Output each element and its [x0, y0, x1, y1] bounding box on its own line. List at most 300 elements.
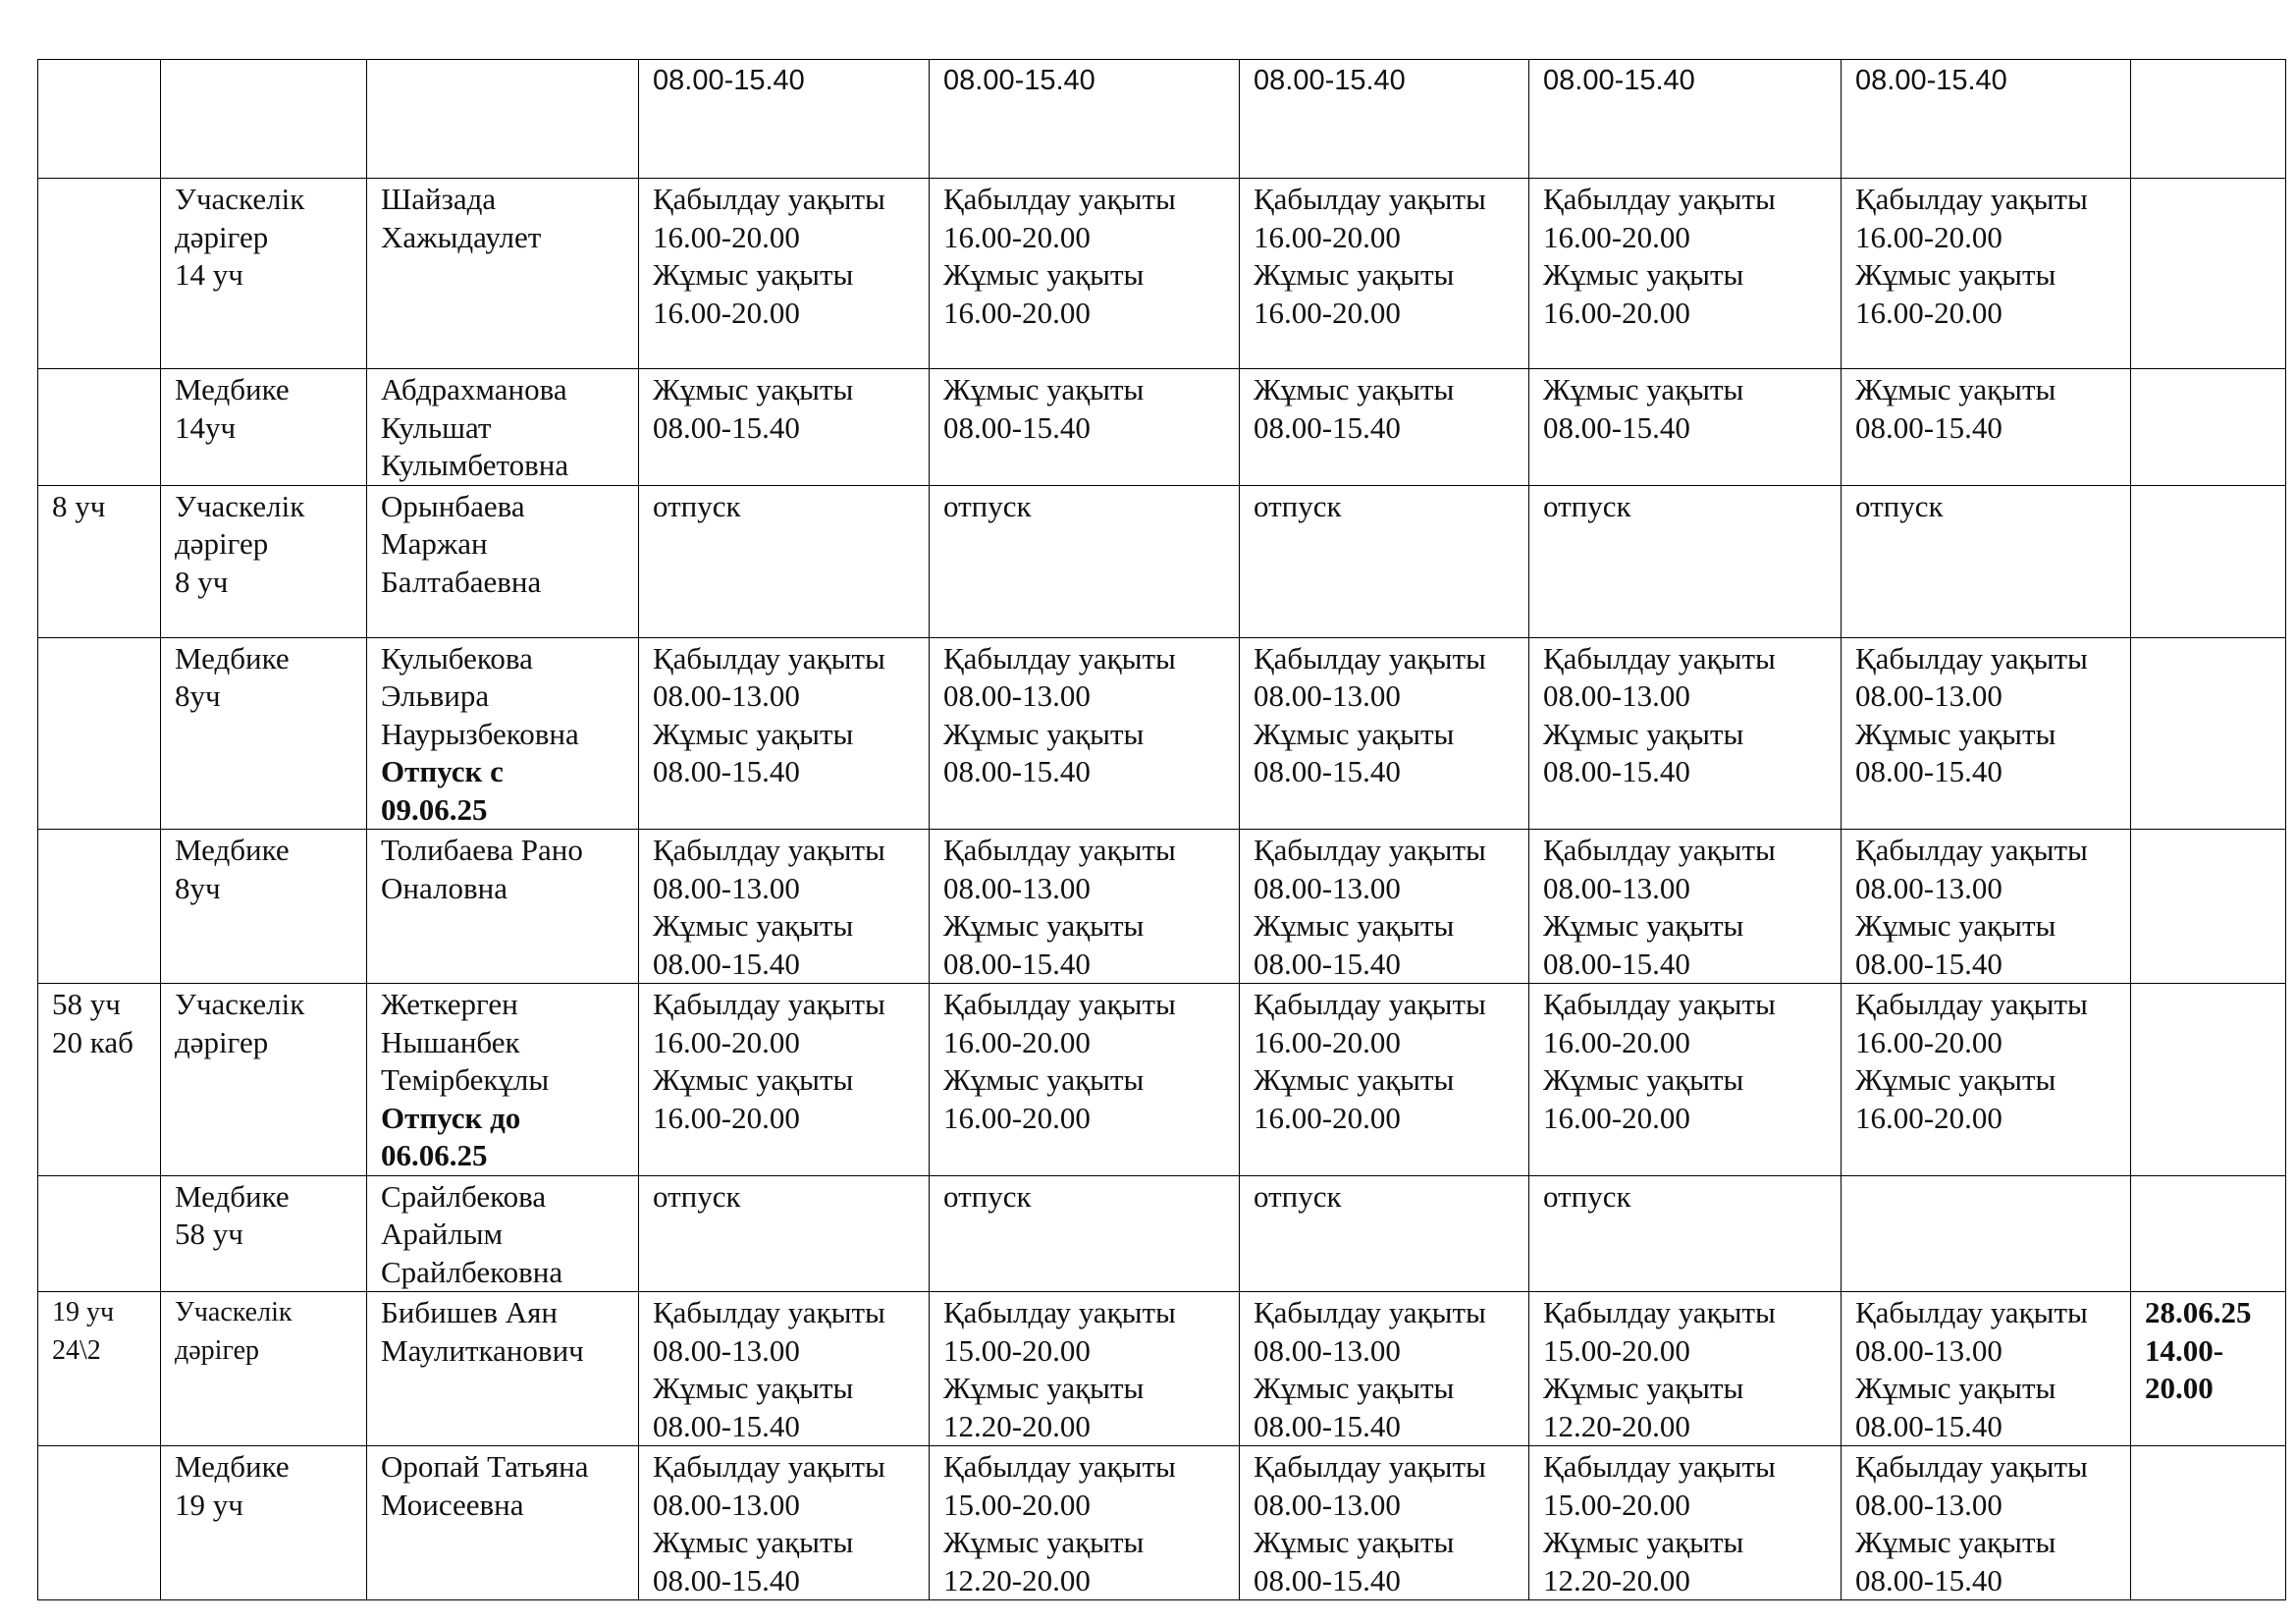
cell-line: 16.00-20.00 — [1855, 219, 2002, 254]
cell-line: Наурызбековна — [381, 716, 579, 751]
cell-line: отпуск — [1543, 488, 1631, 523]
cell-line: Учаскелік — [175, 182, 305, 216]
role-cell — [161, 60, 367, 179]
cell-line: 16.00-20.00 — [1254, 295, 1401, 330]
cell-line: 19 уч — [175, 1487, 243, 1522]
cell-line: Жұмыс уақыты — [1543, 716, 1744, 751]
name-cell — [367, 1175, 639, 1292]
day-1-cell — [639, 1446, 930, 1600]
day-5-cell — [1842, 984, 2131, 1176]
cell-line: Жұмыс уақыты — [1855, 1525, 2056, 1559]
role-cell — [161, 1292, 367, 1446]
day-1-cell — [639, 179, 930, 369]
day-4-cell — [1529, 369, 1842, 486]
cell-line: 16.00-20.00 — [943, 1024, 1091, 1059]
cell-line: дәрігер — [175, 219, 269, 254]
day-2-cell — [930, 1292, 1240, 1446]
cell-line: Қабылдау уақыты — [653, 833, 885, 867]
cell-line: 16.00-20.00 — [1254, 1024, 1401, 1059]
table-row — [38, 830, 2286, 984]
cell-line: 08.00-13.00 — [1543, 870, 1690, 905]
cell-line: 24\2 — [52, 1334, 101, 1366]
cell-line: 08.00-15.40 — [1254, 409, 1401, 445]
cell-line: Жұмыс уақыты — [943, 908, 1145, 943]
cell-line: дәрігер — [175, 1024, 269, 1059]
table-row — [38, 60, 2286, 179]
name-cell — [367, 60, 639, 179]
cell-line: Қабылдау уақыты — [1543, 182, 1776, 216]
cell-line: Медбике — [175, 1178, 290, 1214]
cell-line: Қабылдау уақыты — [653, 640, 885, 676]
cell-line: 08.00-13.00 — [653, 678, 800, 713]
cell-line: дәрігер — [175, 526, 269, 561]
cell-line: Шайзада — [381, 182, 497, 216]
cell-line: Жұмыс уақыты — [1855, 372, 2056, 406]
cell-line: 09.06.25 — [381, 791, 488, 827]
cell-line: 08.00-13.00 — [1543, 678, 1690, 713]
cell-line: Жұмыс уақыты — [1543, 1525, 1744, 1559]
cell-line: Жұмыс уақыты — [1543, 257, 1744, 292]
role-cell — [161, 984, 367, 1176]
cell-line: Жұмыс уақыты — [1855, 257, 2056, 292]
cell-line: 08.00-15.40 — [943, 409, 1091, 445]
day-5-cell — [1842, 60, 2131, 179]
cell-line: Қабылдау уақыты — [1254, 182, 1486, 216]
extra-cell — [2131, 984, 2286, 1176]
cell-line: 28.06.25 — [2145, 1295, 2252, 1329]
site-cell — [38, 984, 161, 1176]
day-3-cell — [1240, 830, 1529, 984]
cell-line: 08.00-15.40 — [1254, 65, 1406, 96]
cell-line: 08.00-15.40 — [1855, 65, 2007, 96]
cell-line: Жұмыс уақыты — [943, 372, 1145, 406]
cell-line: Жұмыс уақыты — [1254, 372, 1455, 406]
cell-line: 58 уч — [52, 987, 121, 1021]
cell-line: Бибишев Аян — [381, 1295, 559, 1329]
day-3-cell — [1240, 637, 1529, 830]
day-4-cell — [1529, 984, 1842, 1176]
cell-line: Қабылдау уақыты — [1254, 833, 1486, 867]
cell-line: Толибаева Рано — [381, 833, 583, 867]
cell-line: отпуск — [943, 488, 1032, 523]
cell-line: 15.00-20.00 — [1543, 1332, 1690, 1368]
cell-line: 08.00-13.00 — [653, 1332, 800, 1368]
cell-line: Қабылдау уақыты — [1543, 1295, 1776, 1329]
role-cell — [161, 369, 367, 486]
extra-cell — [2131, 1446, 2286, 1600]
day-5-cell — [1842, 1292, 2131, 1446]
cell-line: Қабылдау уақыты — [1855, 182, 2088, 216]
cell-line: Қабылдау уақыты — [653, 182, 885, 216]
cell-line: Қабылдау уақыты — [943, 182, 1176, 216]
cell-line: 16.00-20.00 — [1543, 1100, 1690, 1135]
cell-line: 16.00-20.00 — [653, 219, 800, 254]
name-cell — [367, 485, 639, 637]
cell-line: 08.00-15.40 — [1254, 754, 1401, 788]
cell-line: 08.00-15.40 — [1855, 409, 2002, 445]
cell-line: 15.00-20.00 — [1543, 1487, 1690, 1522]
cell-line: 08.00-15.40 — [1855, 1408, 2002, 1443]
cell-line: 16.00-20.00 — [943, 1100, 1091, 1135]
cell-line: 08.00-13.00 — [653, 870, 800, 905]
extra-cell — [2131, 485, 2286, 637]
day-5-cell — [1842, 830, 2131, 984]
day-3-cell — [1240, 1292, 1529, 1446]
cell-line: Жұмыс уақыты — [653, 1371, 854, 1405]
cell-line: Жұмыс уақыты — [943, 1371, 1145, 1405]
cell-line: отпуск — [653, 1178, 741, 1214]
day-2-cell — [930, 637, 1240, 830]
cell-line: Жұмыс уақыты — [943, 1062, 1145, 1097]
day-1-cell — [639, 485, 930, 637]
cell-line: Моисеевна — [381, 1487, 524, 1522]
cell-line: Жұмыс уақыты — [1855, 908, 2056, 943]
day-5-cell — [1842, 179, 2131, 369]
role-cell — [161, 1175, 367, 1292]
day-3-cell — [1240, 1175, 1529, 1292]
role-cell — [161, 830, 367, 984]
cell-line: 16.00-20.00 — [653, 1100, 800, 1135]
cell-line: 08.00-15.40 — [1543, 754, 1690, 788]
day-2-cell — [930, 369, 1240, 486]
cell-line: 08.00-13.00 — [943, 870, 1091, 905]
cell-line: Кулыбекова — [381, 640, 533, 676]
cell-line: 08.00-15.40 — [1543, 65, 1695, 96]
cell-line: 06.06.25 — [381, 1138, 488, 1172]
cell-line: Жұмыс уақыты — [1855, 1062, 2056, 1097]
cell-line: 20.00 — [2145, 1371, 2214, 1405]
cell-line: Жұмыс уақыты — [1543, 372, 1744, 406]
cell-line: 16.00-20.00 — [1254, 1100, 1401, 1135]
cell-line: 8 уч — [175, 564, 229, 599]
cell-line: Қабылдау уақыты — [943, 1449, 1176, 1484]
site-cell — [38, 1175, 161, 1292]
cell-line: Жұмыс уақыты — [943, 716, 1145, 751]
cell-line: Нышанбек — [381, 1024, 520, 1059]
cell-line: Медбике — [175, 1449, 290, 1484]
extra-cell — [2131, 1175, 2286, 1292]
cell-line: Қабылдау уақыты — [943, 987, 1176, 1021]
cell-line: 08.00-15.40 — [1543, 946, 1690, 981]
name-cell — [367, 830, 639, 984]
cell-line: отпуск — [1254, 1178, 1342, 1214]
day-1-cell — [639, 369, 930, 486]
cell-line: Жұмыс уақыты — [1254, 1525, 1455, 1559]
day-4-cell — [1529, 179, 1842, 369]
site-cell — [38, 830, 161, 984]
table-row — [38, 1446, 2286, 1600]
day-1-cell — [639, 1175, 930, 1292]
cell-line: 08.00-13.00 — [1254, 1487, 1401, 1522]
table-row — [38, 637, 2286, 830]
cell-line: 08.00-15.40 — [1543, 409, 1690, 445]
cell-line: 16.00-20.00 — [653, 295, 800, 330]
cell-line: Жұмыс уақыты — [1254, 716, 1455, 751]
day-4-cell — [1529, 60, 1842, 179]
cell-line: 08.00-15.40 — [1254, 1562, 1401, 1597]
name-cell — [367, 984, 639, 1176]
day-2-cell — [930, 485, 1240, 637]
site-cell — [38, 485, 161, 637]
cell-line: Қабылдау уақыты — [1254, 987, 1486, 1021]
cell-line: 08.00-13.00 — [1855, 1332, 2002, 1368]
day-4-cell — [1529, 485, 1842, 637]
cell-line: Срайлбековна — [381, 1254, 563, 1289]
cell-line: 12.20-20.00 — [1543, 1562, 1690, 1597]
cell-line: Қабылдау уақыты — [943, 1295, 1176, 1329]
cell-line: дәрігер — [175, 1334, 259, 1366]
cell-line: Қабылдау уақыты — [1855, 987, 2088, 1021]
cell-line: 16.00-20.00 — [1855, 1100, 2002, 1135]
cell-line: Қабылдау уақыты — [1254, 640, 1486, 676]
table-row — [38, 485, 2286, 637]
cell-line: Қабылдау уақыты — [1543, 987, 1776, 1021]
cell-line: 08.00-15.40 — [653, 1562, 800, 1597]
cell-line: Жұмыс уақыты — [1855, 716, 2056, 751]
day-1-cell — [639, 1292, 930, 1446]
cell-line: Қабылдау уақыты — [943, 833, 1176, 867]
table-row — [38, 984, 2286, 1176]
cell-line: Жұмыс уақыты — [1254, 1371, 1455, 1405]
cell-line: 16.00-20.00 — [1855, 295, 2002, 330]
cell-line: 16.00-20.00 — [1543, 295, 1690, 330]
cell-line: Медбике — [175, 640, 290, 676]
extra-cell — [2131, 830, 2286, 984]
day-3-cell — [1240, 369, 1529, 486]
cell-line: 08.00-15.40 — [1855, 1562, 2002, 1597]
cell-line: Қабылдау уақыты — [1543, 1449, 1776, 1484]
cell-line: Оналовна — [381, 870, 507, 905]
day-2-cell — [930, 1446, 1240, 1600]
table-row — [38, 1175, 2286, 1292]
day-4-cell — [1529, 830, 1842, 984]
day-5-cell — [1842, 1175, 2131, 1292]
day-4-cell — [1529, 1292, 1842, 1446]
day-4-cell — [1529, 637, 1842, 830]
cell-line: Жұмыс уақыты — [1543, 908, 1744, 943]
cell-line: 08.00-13.00 — [1254, 1332, 1401, 1368]
extra-cell — [2131, 369, 2286, 486]
day-3-cell — [1240, 1446, 1529, 1600]
site-cell — [38, 1292, 161, 1446]
day-1-cell — [639, 60, 930, 179]
schedule-page — [37, 59, 2285, 1600]
cell-line: Отпуск до — [381, 1100, 521, 1135]
cell-line: 08.00-15.40 — [653, 65, 805, 96]
cell-line: 08.00-15.40 — [943, 754, 1091, 788]
cell-line: Жұмыс уақыты — [943, 1525, 1145, 1559]
cell-line: 8уч — [175, 870, 221, 905]
cell-line: 12.20-20.00 — [1543, 1408, 1690, 1443]
cell-line: Жұмыс уақыты — [1254, 1062, 1455, 1097]
cell-line: 12.20-20.00 — [943, 1562, 1091, 1597]
cell-line: 12.20-20.00 — [943, 1408, 1091, 1443]
day-1-cell — [639, 830, 930, 984]
cell-line: 14 уч — [175, 257, 243, 292]
role-cell — [161, 179, 367, 369]
extra-cell — [2131, 179, 2286, 369]
day-4-cell — [1529, 1446, 1842, 1600]
cell-line: 08.00-13.00 — [1254, 870, 1401, 905]
cell-line: 16.00-20.00 — [943, 219, 1091, 254]
cell-line: Жұмыс уақыты — [653, 908, 854, 943]
cell-line: Эльвира — [381, 678, 490, 713]
extra-cell — [2131, 1292, 2286, 1446]
cell-line: Оропай Татьяна — [381, 1449, 589, 1484]
cell-line: 08.00-13.00 — [653, 1487, 800, 1522]
day-5-cell — [1842, 1446, 2131, 1600]
cell-line: 08.00-13.00 — [943, 678, 1091, 713]
cell-line: Жұмыс уақыты — [653, 1062, 854, 1097]
cell-line: Темірбекұлы — [381, 1062, 550, 1097]
cell-line: Кулымбетовна — [381, 448, 569, 482]
site-cell — [38, 179, 161, 369]
cell-line: 08.00-15.40 — [1254, 1408, 1401, 1443]
day-5-cell — [1842, 637, 2131, 830]
cell-line: 08.00-15.40 — [653, 409, 800, 445]
cell-line: Маржан — [381, 526, 488, 561]
cell-line: Қабылдау уақыты — [653, 1449, 885, 1484]
table-row — [38, 369, 2286, 486]
name-cell — [367, 1292, 639, 1446]
cell-line: Срайлбекова — [381, 1178, 547, 1214]
cell-line: отпуск — [1855, 488, 1944, 523]
cell-line: Медбике — [175, 833, 290, 867]
cell-line: 15.00-20.00 — [943, 1332, 1091, 1368]
cell-line: Қабылдау уақыты — [1855, 1449, 2088, 1484]
cell-line: 08.00-15.40 — [1855, 754, 2002, 788]
cell-line: 08.00-15.40 — [1855, 946, 2002, 981]
site-cell — [38, 369, 161, 486]
cell-line: Қабылдау уақыты — [1543, 640, 1776, 676]
cell-line: Қабылдау уақыты — [1855, 1295, 2088, 1329]
cell-line: 14уч — [175, 409, 237, 445]
name-cell — [367, 637, 639, 830]
cell-line: Жұмыс уақыты — [653, 716, 854, 751]
cell-line: 08.00-15.40 — [653, 1408, 800, 1443]
cell-line: 16.00-20.00 — [1543, 219, 1690, 254]
cell-line: Қабылдау уақыты — [1855, 640, 2088, 676]
day-1-cell — [639, 637, 930, 830]
cell-line: отпуск — [1543, 1178, 1631, 1214]
day-3-cell — [1240, 984, 1529, 1176]
cell-line: 16.00-20.00 — [1543, 1024, 1690, 1059]
day-3-cell — [1240, 60, 1529, 179]
cell-line: Қабылдау уақыты — [653, 1295, 885, 1329]
cell-line: 19 уч — [52, 1297, 115, 1327]
cell-line: 20 каб — [52, 1024, 133, 1059]
cell-line: Жұмыс уақыты — [653, 1525, 854, 1559]
cell-line: Қабылдау уақыты — [653, 987, 885, 1021]
table-row — [38, 1292, 2286, 1446]
table-row — [38, 179, 2286, 369]
day-2-cell — [930, 179, 1240, 369]
site-cell — [38, 60, 161, 179]
day-4-cell — [1529, 1175, 1842, 1292]
name-cell — [367, 179, 639, 369]
cell-line: Хажыдаулет — [381, 219, 542, 254]
day-3-cell — [1240, 179, 1529, 369]
cell-line: Жұмыс уақыты — [1855, 1371, 2056, 1405]
cell-line: 58 уч — [175, 1217, 243, 1251]
cell-line: Қабылдау уақыты — [1254, 1449, 1486, 1484]
cell-line: 08.00-13.00 — [1254, 678, 1401, 713]
cell-line: 16.00-20.00 — [1254, 219, 1401, 254]
cell-line: отпуск — [1254, 488, 1342, 523]
cell-line: Абдрахманова — [381, 372, 567, 406]
cell-line: 08.00-13.00 — [1855, 1487, 2002, 1522]
site-cell — [38, 637, 161, 830]
site-cell — [38, 1446, 161, 1600]
cell-line: 08.00-13.00 — [1855, 678, 2002, 713]
extra-cell — [2131, 60, 2286, 179]
role-cell — [161, 637, 367, 830]
schedule-table — [37, 59, 2286, 1600]
cell-line: 08.00-13.00 — [1855, 870, 2002, 905]
cell-line: 16.00-20.00 — [943, 295, 1091, 330]
cell-line: 15.00-20.00 — [943, 1487, 1091, 1522]
cell-line: Жұмыс уақыты — [943, 257, 1145, 292]
cell-line: Учаскелік — [175, 987, 305, 1021]
cell-line: Жұмыс уақыты — [653, 372, 854, 406]
cell-line: отпуск — [943, 1178, 1032, 1214]
cell-line: 8 уч — [52, 488, 106, 523]
cell-line: Балтабаевна — [381, 564, 542, 599]
cell-line: Жеткерген — [381, 987, 518, 1021]
cell-line: Медбике — [175, 372, 290, 406]
extra-cell — [2131, 637, 2286, 830]
cell-line: Қабылдау уақыты — [1855, 833, 2088, 867]
cell-line: Кульшат — [381, 409, 492, 445]
day-2-cell — [930, 984, 1240, 1176]
cell-line: Қабылдау уақыты — [1543, 833, 1776, 867]
cell-line: 8уч — [175, 678, 221, 713]
name-cell — [367, 369, 639, 486]
name-cell — [367, 1446, 639, 1600]
cell-line: Қабылдау уақыты — [1254, 1295, 1486, 1329]
role-cell — [161, 485, 367, 637]
cell-line: Арайлым — [381, 1217, 504, 1251]
cell-line: Жұмыс уақыты — [1543, 1062, 1744, 1097]
day-1-cell — [639, 984, 930, 1176]
day-3-cell — [1240, 485, 1529, 637]
cell-line: 16.00-20.00 — [653, 1024, 800, 1059]
day-2-cell — [930, 830, 1240, 984]
day-2-cell — [930, 1175, 1240, 1292]
schedule-body — [38, 60, 2286, 1600]
role-cell — [161, 1446, 367, 1600]
cell-line: 14.00- — [2145, 1332, 2224, 1368]
day-5-cell — [1842, 369, 2131, 486]
cell-line: Учаскелік — [175, 1297, 293, 1327]
cell-line: Отпуск с — [381, 754, 504, 788]
cell-line: 08.00-15.40 — [653, 946, 800, 981]
cell-line: Маулитканович — [381, 1332, 584, 1368]
cell-line: Жұмыс уақыты — [1254, 908, 1455, 943]
cell-line: Қабылдау уақыты — [943, 640, 1176, 676]
cell-line: отпуск — [653, 488, 741, 523]
cell-line: Жұмыс уақыты — [1254, 257, 1455, 292]
cell-line: 08.00-15.40 — [943, 65, 1095, 96]
cell-line: Учаскелік — [175, 488, 305, 523]
day-2-cell — [930, 60, 1240, 179]
cell-line: Жұмыс уақыты — [1543, 1371, 1744, 1405]
cell-line: 08.00-15.40 — [943, 946, 1091, 981]
cell-line: Орынбаева — [381, 488, 525, 523]
cell-line: 08.00-15.40 — [1254, 946, 1401, 981]
cell-line: 08.00-15.40 — [653, 754, 800, 788]
cell-line: 16.00-20.00 — [1855, 1024, 2002, 1059]
